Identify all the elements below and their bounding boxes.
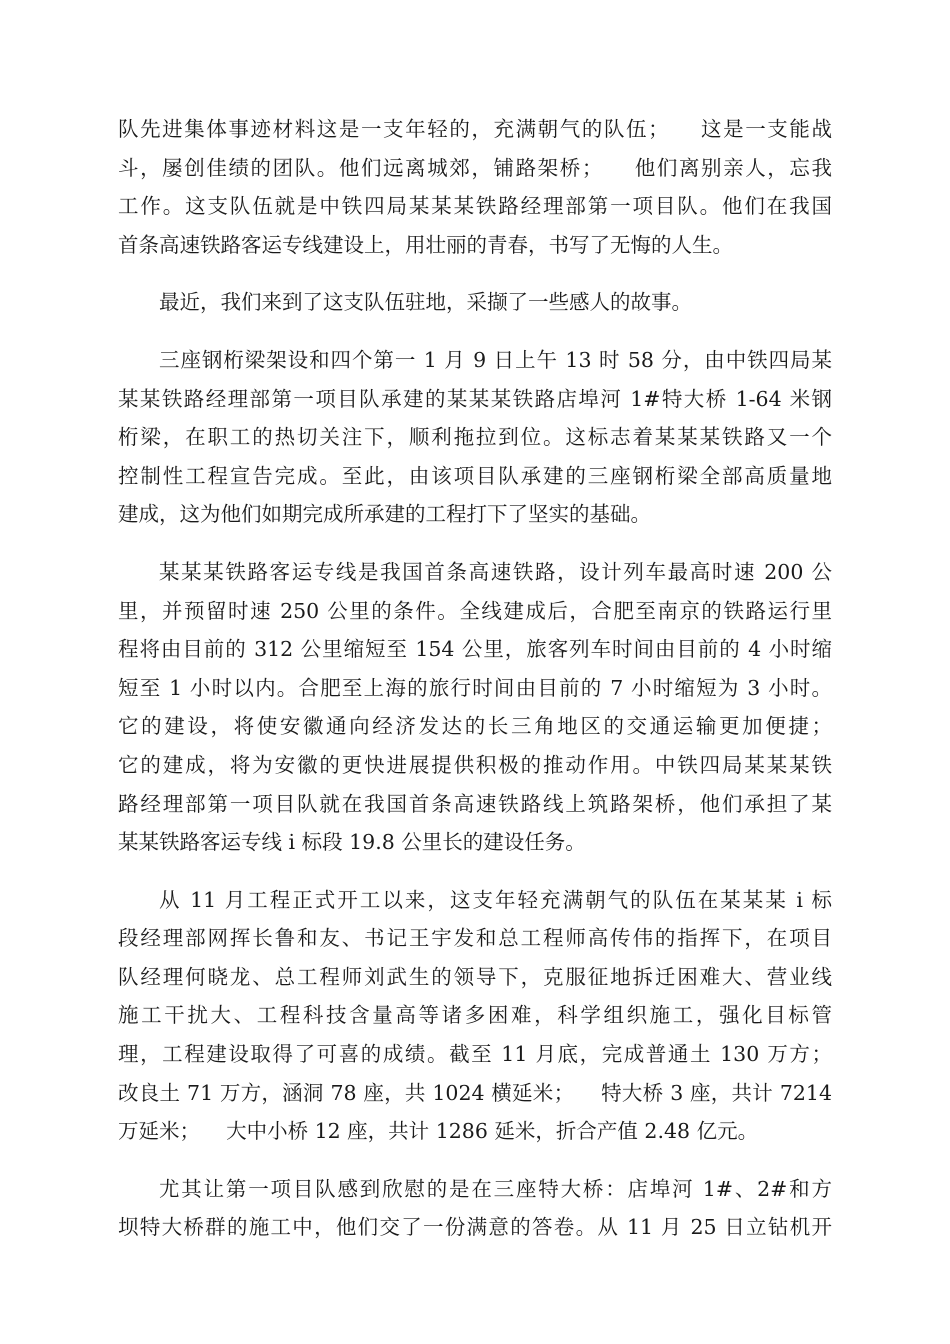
text-line: 某某铁路经理部第一项目队承建的某某某铁路店埠河 1#特大桥 1-64 米钢 [118,386,832,411]
text-line: 施工干扰大、工程科技含量高等诸多困难，科学组织施工，强化目标管 [118,1003,832,1028]
text-line: 改良土 71 万方，涵洞 78 座，共 1024 横延米； 特大桥 3 座，共计 7214 [118,1080,832,1105]
text-line: 队经理何晓龙、总工程师刘武生的领导下，克服征地拆迁困难大、营业线 [118,964,832,989]
text-line: 路经理部第一项目队就在我国首条高速铁路线上筑路架桥，他们承担了某 [118,791,832,816]
text-line: 坝特大桥群的施工中，他们交了一份满意的答卷。从 11 月 25 日立钻机开 [118,1215,832,1240]
text-line: 段经理部网挥长鲁和友、书记王宇发和总工程师高传伟的指挥下，在项目 [118,926,832,951]
text-line: 它的建成，将为安徽的更快进展提供积极的推动作用。中铁四局某某某铁 [118,752,832,777]
text-line: 万延米； 大中小桥 12 座，共计 1286 延米，折合产值 2.48 亿元。 [118,1119,759,1144]
text-line: 里，并预留时速 250 公里的条件。全线建成后，合肥至南京的铁路运行里 [118,598,832,623]
text-line: 斗，屡创佳绩的团队。他们远离城郊，铺路架桥； 他们离别亲人，忘我 [118,155,832,180]
text-line: 工作。这支队伍就是中铁四局某某某铁路经理部第一项目队。他们在我国 [118,194,832,219]
text-line: 尤其让第一项目队感到欣慰的是在三座特大桥：店埠河 1#、2#和方 [159,1176,832,1201]
text-line: 从 11 月工程正式开工以来，这支年轻充满朝气的队伍在某某某 i 标 [159,887,832,912]
document-body [118,110,832,1266]
text-line: 三座钢桁梁架设和四个第一 1 月 9 日上午 13 时 58 分，由中铁四局某 [159,347,832,372]
text-line: 程将由目前的 312 公里缩短至 154 公里，旅客列车时间由目前的 4 小时缩 [118,637,832,662]
paragraph [118,110,832,264]
text-line: 某某某铁路客运专线是我国首条高速铁路，设计列车最高时速 200 公 [159,559,832,584]
text-line: 队先进集体事迹材料这是一支年轻的，充满朝气的队伍； 这是一支能战 [118,117,832,141]
text-line: 最近，我们来到了这支队伍驻地，采撷了一些感人的故事。 [159,290,692,315]
text-line: 首条高速铁路客运专线建设上，用壮丽的青春，书写了无悔的人生。 [118,232,733,257]
text-line: 控制性工程宣告完成。至此，由该项目队承建的三座钢桁梁全部高质量地 [118,463,832,488]
text-line: 某某铁路客运专线 i 标段 19.8 公里长的建设任务。 [118,830,586,855]
paragraph [118,881,832,1151]
paragraph [118,1170,832,1247]
text-line: 短至 1 小时以内。合肥至上海的旅行时间由目前的 7 小时缩短为 3 小时。 [118,675,832,700]
paragraph [118,283,832,322]
text-line: 它的建设，将使安徽通向经济发达的长三角地区的交通运输更加便捷； [118,714,832,739]
text-line: 理，工程建设取得了可喜的成绩。截至 11 月底，完成普通土 130 万方； [118,1042,832,1067]
text-line: 建成，这为他们如期完成所承建的工程打下了坚实的基础。 [118,502,651,527]
paragraph [118,341,832,534]
paragraph [118,553,832,862]
text-line: 桁梁，在职工的热切关注下，顺利拖拉到位。这标志着某某某铁路又一个 [118,425,832,450]
